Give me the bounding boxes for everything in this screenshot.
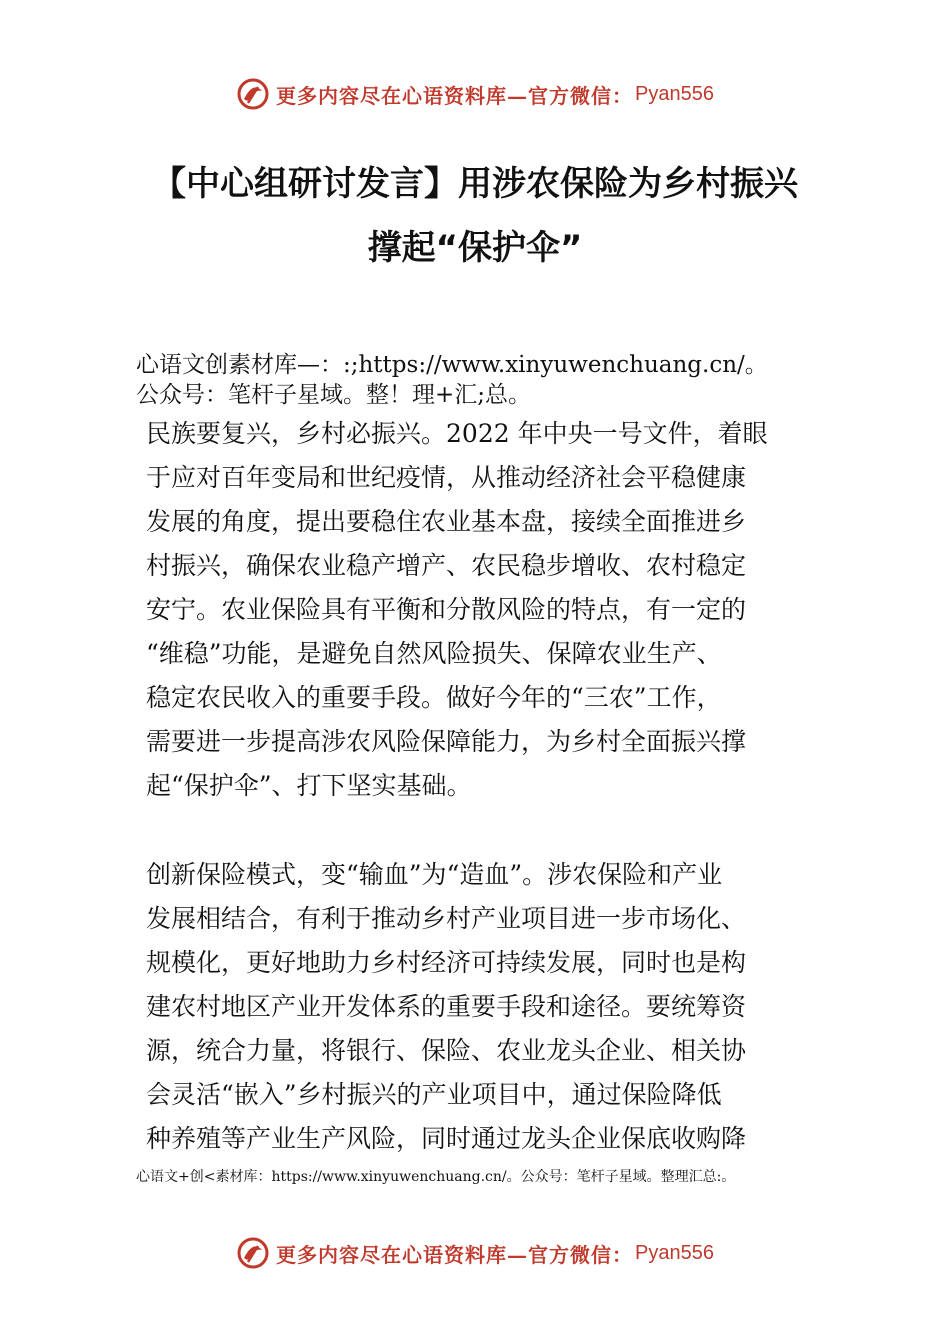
paragraph-line: 于应对百年变局和世纪疫情，从推动经济社会平稳健康 <box>146 463 747 492</box>
paragraph-line: 起“保护伞”、打下坚实基础。 <box>146 771 472 800</box>
watermark-text: 更多内容尽在心语资料库—官方微信： <box>276 83 634 108</box>
page-title-line-2: 撑起“保护伞” <box>367 228 583 268</box>
source-line-1: 心语文创素材库—：:;https://www.xinyuwenchuang.cn/。 <box>136 352 768 378</box>
paragraph-line: 发展相结合，有利于推动乡村产业项目进一步市场化、 <box>146 904 747 933</box>
paragraph-line: 民族要复兴，乡村必振兴。2022 年中央一号文件，着眼 <box>146 419 768 448</box>
watermark-wechat-id: Pyan556 <box>635 1241 714 1264</box>
page-title-line-1: 【中心组研讨发言】用涉农保险为乡村振兴 <box>152 164 798 204</box>
red-swirl-logo-icon <box>236 77 270 111</box>
paragraph-line: 安宁。农业保险具有平衡和分散风险的特点，有一定的 <box>146 595 747 624</box>
paragraph-line: 规模化，更好地助力乡村经济可持续发展，同时也是构 <box>146 948 747 977</box>
paragraph-line: 需要进一步提高涉农风险保障能力，为乡村全面振兴撑 <box>146 727 747 756</box>
paragraph-line: 种养殖等产业生产风险，同时通过龙头企业保底收购降 <box>146 1124 747 1153</box>
paragraph-line: 发展的角度，提出要稳住农业基本盘，接续全面推进乡 <box>146 507 747 536</box>
paragraph-line: “维稳”功能，是避免自然风险损失、保障农业生产、 <box>146 639 722 668</box>
watermark-wechat-id: Pyan556 <box>635 82 714 105</box>
bottom-watermark-banner <box>0 1233 950 1273</box>
top-watermark-banner <box>0 74 950 114</box>
source-line-2: 公众号：笔杆子星域。整！理+汇;总。 <box>136 382 532 408</box>
paragraph-line: 创新保险模式，变“输血”为“造血”。涉农保险和产业 <box>146 860 723 889</box>
paragraph-line: 稳定农民收入的重要手段。做好今年的“三农”工作， <box>146 683 722 712</box>
paragraph-line: 村振兴，确保农业稳产增产、农民稳步增收、农村稳定 <box>146 551 747 580</box>
paragraph-1 <box>146 412 826 808</box>
red-swirl-logo-icon <box>236 1236 270 1270</box>
paragraph-line: 建农村地区产业开发体系的重要手段和途径。要统筹资 <box>146 992 747 1021</box>
paragraph-line: 源，统合力量，将银行、保险、农业龙头企业、相关协 <box>146 1036 747 1065</box>
paragraph-2 <box>146 853 826 1161</box>
footer-source-note: 心语文+创<素材库：https://www.xinyuwenchuang.cn/。公众号：笔杆子星域。整理汇总:。 <box>136 1169 736 1185</box>
paragraph-line: 会灵活“嵌入”乡村振兴的产业项目中，通过保险降低 <box>146 1080 722 1109</box>
watermark-text: 更多内容尽在心语资料库—官方微信： <box>276 1242 634 1267</box>
